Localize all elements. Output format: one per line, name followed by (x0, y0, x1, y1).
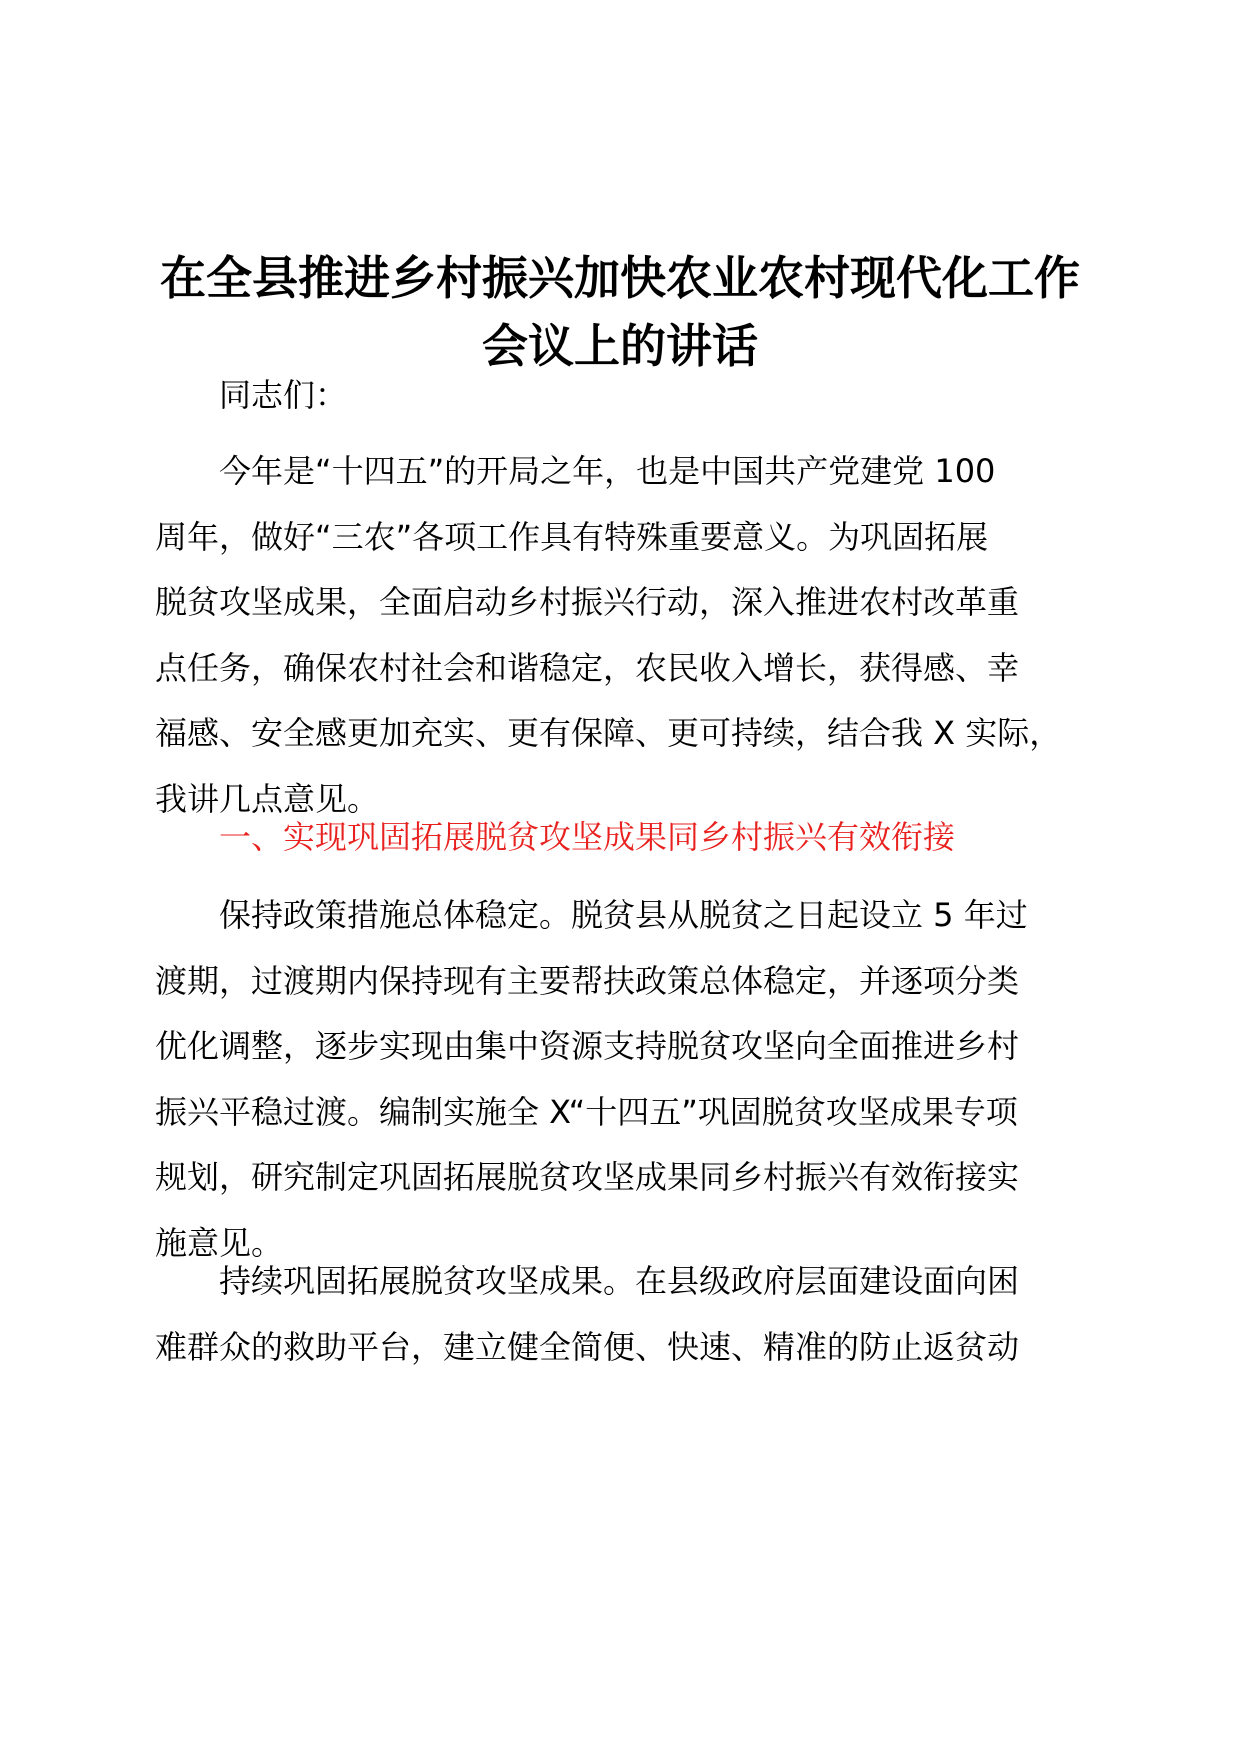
paragraph-line: 今年是“十四五”的开局之年，也是中国共产党建党 100 (219, 452, 996, 490)
salutation (155, 363, 1135, 429)
paragraph-line: 渡期，过渡期内保持现有主要帮扶政策总体稳定，并逐项分类 (155, 961, 1020, 1000)
paragraph-policy-stability (155, 883, 1135, 1276)
section-heading-text: 一、实现巩固拓展脱贫攻坚成果同乡村振兴有效衔接 (219, 818, 956, 856)
paragraph-line: 振兴平稳过渡。编制实施全 X“十四五”巩固脱贫攻坚成果专项 (155, 1092, 1018, 1131)
paragraph-line: 施意见。 (155, 1223, 284, 1262)
document-title-line-2: 会议上的讲话 (482, 319, 758, 373)
paragraph-line: 福感、安全感更加充实、更有保障、更可持续，结合我 X 实际， (155, 714, 1062, 752)
paragraph-line: 脱贫攻坚成果，全面启动乡村振兴行动，深入推进农村改革重 (155, 583, 1020, 621)
paragraph-line: 保持政策措施总体稳定。脱贫县从脱贫之日起设立 5 年过 (219, 896, 1028, 934)
paragraph-consolidate-achievements (155, 1249, 1135, 1380)
salutation-text: 同志们： (219, 376, 348, 414)
paragraph-line: 点任务，确保农村社会和谐稳定，农民收入增长，获得感、幸 (155, 648, 1020, 687)
paragraph-line: 持续巩固拓展脱贫攻坚成果。在县级政府层面建设面向困 (219, 1262, 1020, 1300)
paragraph-line: 规划，研究制定巩固拓展脱贫攻坚成果同乡村振兴有效衔接实 (155, 1158, 1020, 1196)
paragraph-line: 我讲几点意见。 (155, 779, 380, 818)
section-heading-1 (155, 805, 1135, 871)
paragraph-line: 难群众的救助平台，建立健全简便、快速、精准的防止返贫动 (155, 1327, 1020, 1366)
document-title-line-1: 在全县推进乡村振兴加快农业农村现代化工作 (160, 251, 1080, 305)
paragraph-line: 周年，做好“三农”各项工作具有特殊重要意义。为巩固拓展 (155, 517, 989, 556)
paragraph-opening (155, 439, 1135, 832)
paragraph-line: 优化调整，逐步实现由集中资源支持脱贫攻坚向全面推进乡村 (155, 1027, 1020, 1065)
